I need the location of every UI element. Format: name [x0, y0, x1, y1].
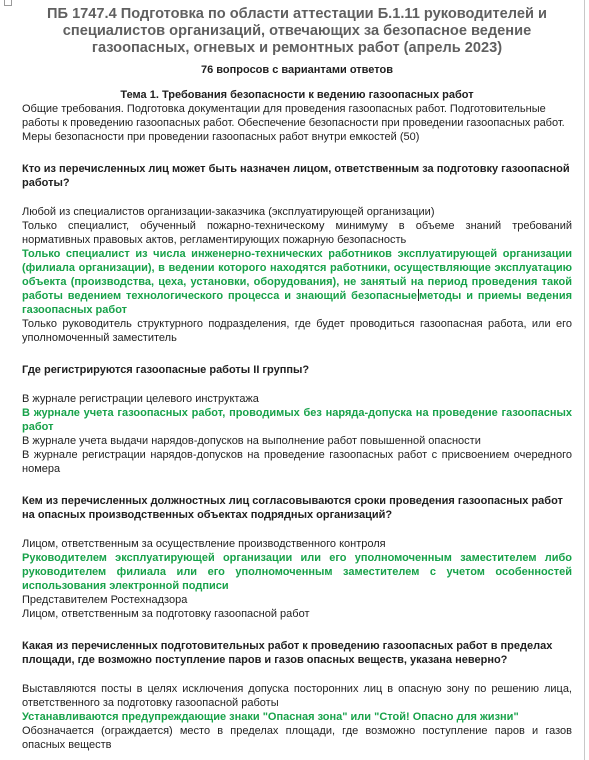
question-text: Какая из перечисленных подготовительных работ к проведению газоопасных работ в пределах площади, где возможно поступление паров и газов опасных веществ, указана неверно?	[22, 640, 553, 666]
topic-title: Тема 1. Требования безопасности к ведению газоопасных работ	[120, 89, 474, 101]
correct-answer-option: В журнале учета газоопасных работ, проводимых без наряда-допуска на проведение газоопасных работ	[22, 407, 572, 433]
correct-answer-option: Устанавливаются предупреждающие знаки "Опасная зона" или "Стой! Опасно для жизни"	[22, 711, 519, 723]
answer-option: Только специалист, обученный пожарно-техническому минимуму в объеме знаний требований нормативных правовых актов, регламентирующих пожарную безопасность	[22, 220, 572, 246]
answer-option: Выставляются посты в целях исключения допуска посторонних лиц в опасную зону по решению лица, ответственного за подготовку газоопасной работы	[22, 683, 572, 709]
correct-answer-option: Руководителем эксплуатирующей организации или его уполномоченным заместителем либо руководителем филиала или его уполномоченным заместителем с учетом особенностей использования электронной подписи	[22, 552, 572, 592]
question-text: Кем из перечисленных должностных лиц согласовываются сроки проведения газоопасных работ на опасных производственных объектах подрядных организаций?	[22, 495, 563, 521]
question-block	[22, 363, 572, 476]
question-block	[22, 162, 572, 345]
answer-option: Представителем Ростехнадзора	[22, 594, 188, 606]
question-text: Где регистрируются газоопасные работы II группы?	[22, 364, 310, 376]
answer-option: В журнале регистрации нарядов-допусков на проведение газоопасных работ с присвоением очередного номера	[22, 449, 572, 475]
question-block	[22, 494, 572, 621]
answer-option: В журнале учета выдачи нарядов-допусков на выполнение работ повышенной опасности	[22, 435, 481, 447]
topic-description: Общие требования. Подготовка документации для проведения газоопасных работ. Подготовительные работы к проведению газоопасных работ. Обеспечение безопасности при проведении газоопасных работ. Меры безопасности при проведении газоопасных работ внутри емкостей (50)	[22, 103, 565, 143]
answer-option: В журнале регистрации целевого инструктажа	[22, 393, 259, 405]
page-corner-marker	[4, 0, 12, 6]
document-title: ПБ 1747.4 Подготовка по области аттестации Б.1.11 руководителей и специалистов организаций, отвечающих за безопасное ведение газоопасных, огневых и ремонтных работ (апрель 2023)	[47, 6, 547, 56]
answer-text: Только специалист из числа инженерно-технических работников эксплуатирующей организации (филиала организации), в ведении которого находятся работники, осуществляющие эксплуатацию объекта (производства, цеха, установки, оборудования), не занятый на период проведения такой работы ведением технологического процесса и знающий безопасные	[22, 248, 572, 302]
answer-option: Обозначается (ограждается) место в пределах площади, где возможно поступление паров и газов опасных веществ	[22, 725, 572, 751]
answer-text-after-cursor: методы и приемы ведения газоопасных работ	[22, 290, 572, 316]
answer-option: Только руководитель структурного подразделения, где будет проводиться газоопасная работа, или его уполномоченный заместитель	[22, 318, 572, 344]
answer-option: Лицом, ответственным за подготовку газоопасной работ	[22, 608, 310, 620]
answer-option: Любой из специалистов организации-заказчика (эксплуатирующей организации)	[22, 206, 435, 218]
correct-answer-option	[22, 247, 572, 317]
answer-option: Лицом, ответственным за осуществление производственного контроля	[22, 538, 386, 550]
question-block	[22, 639, 572, 752]
document-subtitle: 76 вопросов с вариантами ответов	[201, 64, 393, 76]
question-text: Кто из перечисленных лиц может быть назначен лицом, ответственным за подготовку газоопасной работы?	[22, 163, 570, 189]
document-content	[22, 6, 572, 752]
